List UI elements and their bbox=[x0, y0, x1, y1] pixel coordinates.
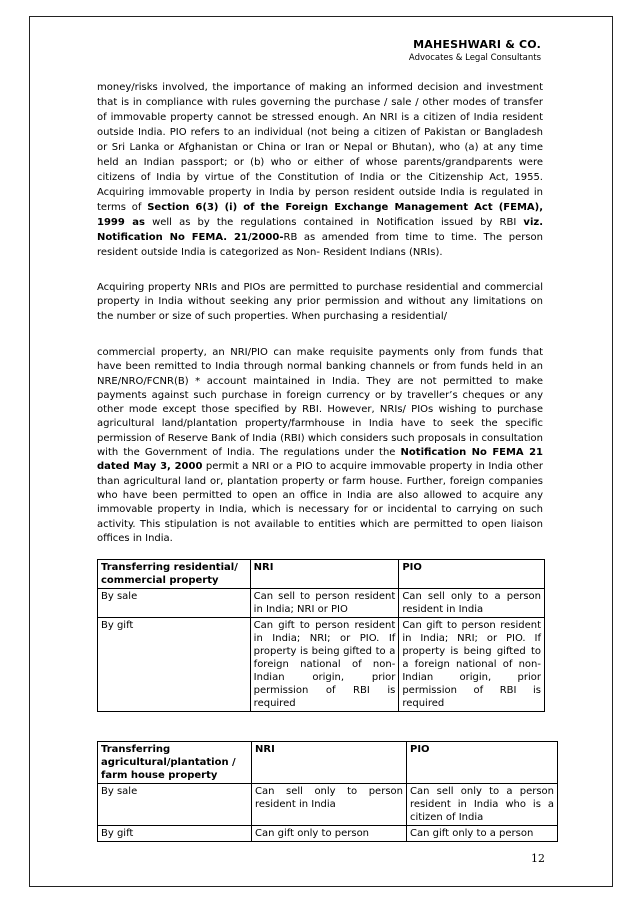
header-cell: NRI bbox=[252, 742, 407, 784]
table-cell: By sale bbox=[98, 784, 252, 826]
table-cell: Can gift only to person bbox=[252, 826, 407, 842]
table-cell: Can sell to person resident in India; NRI or PIO bbox=[250, 589, 399, 618]
page-number: 12 bbox=[531, 852, 545, 865]
table-row bbox=[98, 826, 558, 842]
firm-subtitle: Advocates & Legal Consultants bbox=[408, 53, 541, 63]
table-header-row bbox=[98, 742, 558, 784]
paragraph-acquiring-property: Acquiring property NRIs and PIOs are permitted to purchase residential and commercial property in India without seeking any prior permission and without any limitations on the number or size of such properties. When purchasing a residential/ bbox=[97, 282, 543, 322]
table-row bbox=[98, 618, 545, 712]
table-cell: Can gift only to a person bbox=[407, 826, 558, 842]
table-row bbox=[98, 784, 558, 826]
table-row bbox=[98, 589, 545, 618]
table-cell: By sale bbox=[98, 589, 251, 618]
table-cell: Can sell only to a person resident in India who is a citizen of India bbox=[407, 784, 558, 826]
table-agricultural-plantation bbox=[97, 741, 558, 842]
paragraph-nri-pio-definition: money/risks involved, the importance of making an informed decision and investment that is in compliance with rules governing the purchase / sale / other modes of transfer of immovable property cannot be stressed enough. An NRI is a citizen of India resident outside India. PIO refers to an individual (not being a citizen of Pakistan or Bangladesh or Sri Lanka or Afghanistan or China or Iran or Nepal or Bhutan), who (a) at any time held an Indian passport; or (b) who or either of whose parents/grandparents were citizens of India by virtue of the Constitution of India or the Citizenship Act, 1955. Acquiring immovable property in India by person resident outside India is regulated in terms of Section 6(3) (i) of the Foreign Exchange Management Act (FEMA), 1999 as well as by the regulations contained in Notification issued by RBI viz. Notification No FEMA. 21/2000-RB as amended from time to time. The person resident outside India is categorized as Non- Resident Indians (NRIs). bbox=[97, 82, 543, 258]
header-cell: PIO bbox=[407, 742, 558, 784]
table-cell: Can gift to person resident in India; NRI; or PIO. If property is being gifted to a foreign national of non-Indian origin, prior permission of RBI is required bbox=[250, 618, 399, 712]
table-cell: Can gift to person resident in India; NRI; or PIO. If property is being gifted to a foreign national of non-Indian origin, prior permission of RBI is required bbox=[399, 618, 545, 712]
table-cell: By gift bbox=[98, 618, 251, 712]
letterhead bbox=[409, 38, 541, 63]
paragraph-payments: commercial property, an NRI/PIO can make requisite payments only from funds that have been remitted to India through normal banking channels or from funds held in an NRE/NRO/FCNR(B) * account maintained in India. They are not permitted to make payments against such purchase in foreign currency or by traveller’s cheques or any other mode except those specified by RBI. However, NRIs/ PIOs wishing to purchase agricultural land/plantation property/farmhouse in India have to seek the specific permission of Reserve Bank of India (RBI) which considers such proposals in consultation with the Government of India. The regulations under the Notification No FEMA 21 dated May 3, 2000 permit a NRI or a PIO to acquire immovable property in India other than agricultural land or, plantation property or farm house. Further, foreign companies who have been permitted to open an office in India are also allowed to acquire any immovable property in India, which is necessary for or incidental to carrying on such activity. This stipulation is not available to entities which are permitted to open liaison offices in India. bbox=[97, 347, 543, 544]
table-cell: Can sell only to a person resident in India bbox=[399, 589, 545, 618]
header-cell: NRI bbox=[250, 560, 399, 589]
header-cell: PIO bbox=[399, 560, 545, 589]
header-cell: Transferring agricultural/plantation / farm house property bbox=[98, 742, 252, 784]
table-cell: Can sell only to person resident in India bbox=[252, 784, 407, 826]
table-cell: By gift bbox=[98, 826, 252, 842]
table-header-row bbox=[98, 560, 545, 589]
firm-name: MAHESHWARI & CO. bbox=[413, 38, 541, 51]
header-cell: Transferring residential/ commercial property bbox=[98, 560, 251, 589]
table-residential-commercial bbox=[97, 559, 545, 712]
